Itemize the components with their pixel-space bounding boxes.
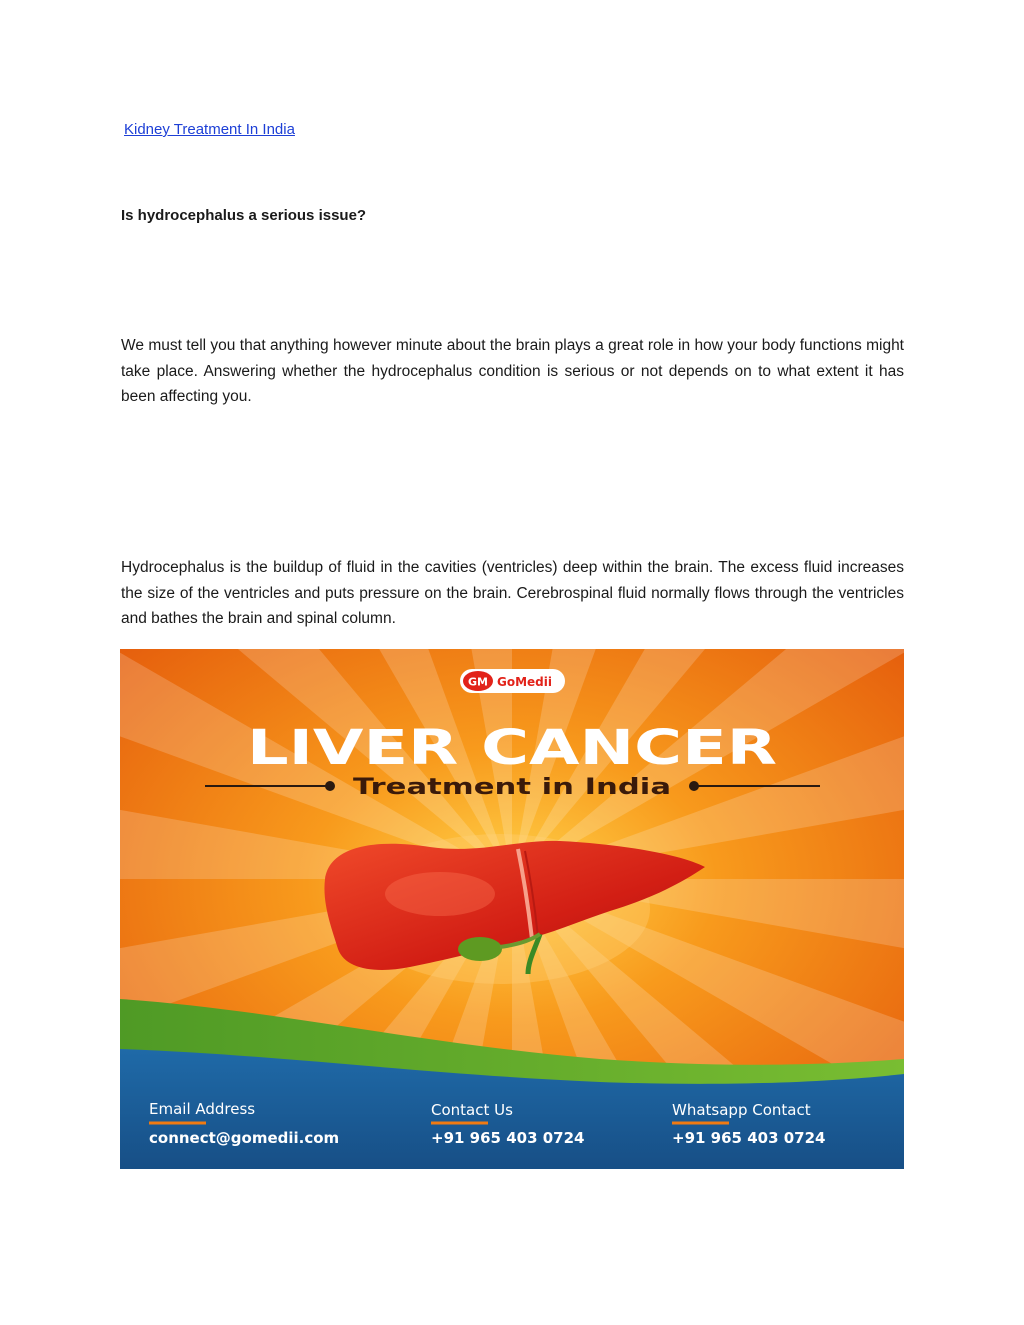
- paragraph-hydrocephalus-definition: Hydrocephalus is the buildup of fluid in the cavities (ventricles) deep within the brain. The excess fluid increases the size of the ventricles and puts pressure on the brain. Cerebrospinal fluid normally flows through the ventricles and bathes the brain and spinal column.: [121, 559, 904, 627]
- logo-mark: GM: [468, 675, 488, 689]
- contact-whatsapp-label: Whatsapp Contact: [672, 1101, 811, 1119]
- banner-subtitle: Treatment in India: [353, 775, 671, 800]
- logo-name: GoMedii: [497, 675, 552, 689]
- paragraph-brain-importance: We must tell you that anything however minute about the brain plays a great role in how your body functions might take place. Answering whether the hydrocephalus condition is serious or not depends on to what extent it has been affecting you.: [121, 337, 904, 405]
- banner-title: LIVER CANCER: [247, 720, 777, 776]
- contact-phone-value: +91 965 403 0724: [431, 1129, 585, 1147]
- subtitle-dot-left: [325, 781, 335, 791]
- contact-whatsapp-value: +91 965 403 0724: [672, 1129, 826, 1147]
- contact-email-value: connect@gomedii.com: [149, 1129, 340, 1147]
- gomedii-logo: [460, 669, 565, 693]
- contact-phone-label: Contact Us: [431, 1101, 513, 1119]
- contact-email-label: Email Address: [149, 1100, 256, 1118]
- kidney-treatment-link[interactable]: Kidney Treatment In India: [124, 121, 295, 138]
- liver-cancer-banner: [120, 649, 904, 1169]
- section-heading: Is hydrocephalus a serious issue?: [121, 207, 367, 224]
